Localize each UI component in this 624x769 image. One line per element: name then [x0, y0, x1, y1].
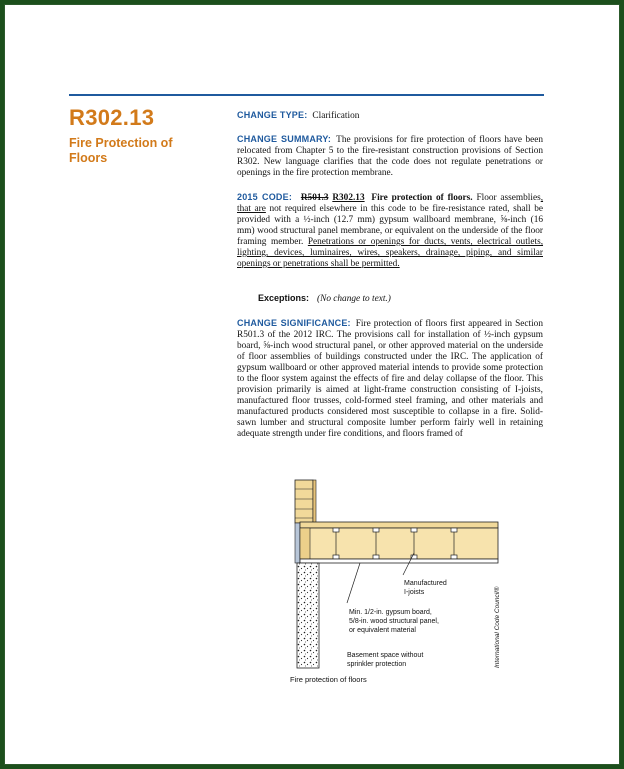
- leader-membrane: [347, 563, 360, 603]
- section-number: R302.13: [69, 105, 155, 130]
- code-inserted-2: Penetrations or openings for ducts, vents, electrical outlets, lighting, devices, luminaires, wires, speakers, drainage, piping, and similar openings or penetrations shall be permitted.: [237, 237, 544, 269]
- copyright-credit: International Code Council®: [494, 586, 501, 668]
- figure-caption: Fire protection of floors: [290, 675, 367, 684]
- change-significance-text: Fire protection of floors first appeared in Section R501.3 of the 2012 IRC. The provisions call for installation of ½-inch gypsum board, ⅝-inch wood structural panel, or other approved material on the underside of floor assemblies of buildings constructed under the IRC. The application of gypsum wallboard or other approved material intends to provide some protection to the floor system against the effects of fire and delay collapse of the floor. This provision primarily is aimed at light-frame construction consisting of I-joists, manufactured floor trusses, cold-formed steel framing, and other materials and manufactured products considered most susceptible to collapse in a fire. Solid-sawn lumber and structural composite lumber perform fairly well in retaining adequate strength under fire conditions, and floors framed of: [237, 319, 543, 439]
- label-membrane-2: 5/8-in. wood structural panel,: [349, 618, 439, 625]
- change-significance-label: CHANGE SIGNIFICANCE:: [237, 318, 351, 328]
- wall-siding: [295, 480, 316, 523]
- change-summary-label: CHANGE SUMMARY:: [237, 134, 332, 144]
- exceptions-label: Exceptions:: [258, 293, 310, 303]
- page: [4, 4, 620, 765]
- rim-sheathing: [295, 523, 300, 563]
- code-2015-label: 2015 CODE:: [237, 192, 293, 202]
- subfloor: [300, 522, 498, 528]
- code-text-2: not required elsewhere in this code to be fire-resistance rated, shall be provided with a ½-inch (12.7 mm) gypsum wallboard membrane, ⅝-inch (16 mm) wood structural panel membrane, or equivalent on the underside of the floor framing member.: [237, 204, 543, 247]
- label-joists-2: I-joists: [404, 589, 425, 596]
- change-type-label: CHANGE TYPE:: [237, 110, 308, 120]
- change-significance: [237, 318, 543, 440]
- joist-space: [300, 528, 498, 559]
- label-basement-1: Basement space without: [347, 652, 424, 659]
- header-rule: [69, 94, 544, 96]
- change-summary: [237, 134, 543, 179]
- exceptions: [258, 293, 391, 304]
- deleted-section-number: R501.3: [300, 193, 329, 203]
- floor-assembly-figure: [285, 475, 515, 695]
- code-text-1: Floor assemblies: [476, 193, 541, 203]
- label-joists-1: Manufactured: [404, 580, 447, 587]
- new-section-number: R302.13: [332, 193, 365, 203]
- code-heading: Fire protection of floors.: [371, 193, 473, 203]
- change-type: [237, 110, 543, 122]
- label-membrane-3: or equivalent material: [349, 627, 416, 634]
- label-membrane-1: Min. 1/2-in. gypsum board,: [349, 609, 432, 616]
- change-summary-text: The provisions for fire protection of floors have been relocated from Chapter 5 to the fire-resistant construction provisions of Section R302. New language clarifies that the code does not regulate penetrations or openings in the fire protection membrane.: [237, 135, 543, 178]
- code-inserted-1: , that are: [237, 193, 544, 214]
- change-type-value: Clarification: [312, 111, 360, 121]
- label-basement-2: sprinkler protection: [347, 661, 407, 668]
- section-title: Fire Protection of Floors: [69, 136, 173, 165]
- rim-board: [300, 528, 310, 559]
- exceptions-text: (No change to text.): [317, 294, 391, 304]
- code-2015: [237, 192, 543, 270]
- foundation-wall: [297, 563, 319, 668]
- gypsum-membrane: [300, 559, 498, 563]
